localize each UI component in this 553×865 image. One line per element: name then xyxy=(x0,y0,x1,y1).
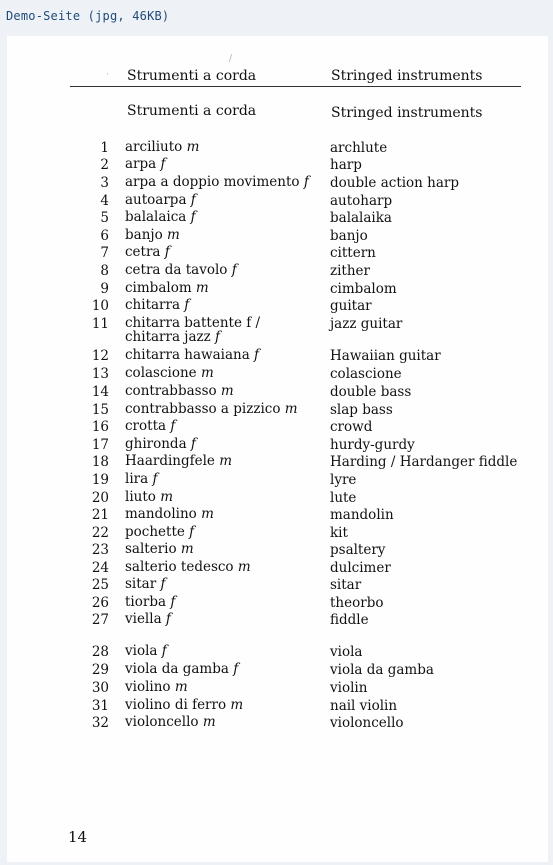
english-term: jazz guitar xyxy=(330,316,403,332)
italian-term xyxy=(125,316,315,344)
italian-term xyxy=(125,298,315,312)
glossary-row xyxy=(7,315,548,345)
gender-marker: f xyxy=(152,471,158,487)
subheader-english: Stringed instruments xyxy=(331,105,483,121)
english-term: cittern xyxy=(330,245,376,261)
italian-term xyxy=(125,384,315,398)
entry-number: 7 xyxy=(100,245,109,261)
glossary-row xyxy=(7,263,548,280)
entry-number: 8 xyxy=(100,263,109,279)
entry-number: 17 xyxy=(91,437,109,453)
glossary-row xyxy=(7,472,548,489)
header-rule xyxy=(70,86,521,87)
english-term: hurdy-gurdy xyxy=(330,437,415,453)
english-term: Harding / Hardanger fiddle xyxy=(330,454,518,470)
entry-number: 19 xyxy=(91,472,109,488)
italian-term-text: violino di ferro xyxy=(125,697,231,713)
italian-term-text: violino xyxy=(125,679,175,695)
glossary-row xyxy=(7,175,548,192)
gender-marker: m xyxy=(220,383,234,399)
italian-term xyxy=(125,507,315,521)
italian-term xyxy=(125,715,315,729)
italian-term xyxy=(125,210,315,224)
glossary-row xyxy=(7,698,548,715)
glossary-row xyxy=(7,140,548,157)
italian-term-text: arpa xyxy=(125,156,161,172)
italian-term-text: chitarra hawaiana xyxy=(125,347,255,363)
english-term: cimbalom xyxy=(330,281,397,297)
italian-term-text: salterio xyxy=(125,541,181,557)
italian-term xyxy=(125,525,315,539)
italian-term xyxy=(125,612,315,626)
entry-number: 14 xyxy=(91,384,109,400)
italian-term xyxy=(125,281,315,295)
glossary-row xyxy=(7,366,548,383)
italian-term-text: pochette xyxy=(125,524,190,540)
glossary-row xyxy=(7,525,548,542)
italian-term xyxy=(125,542,315,556)
entry-number: 20 xyxy=(91,490,109,506)
english-term: slap bass xyxy=(330,402,393,418)
english-term: violoncello xyxy=(330,715,404,731)
gender-marker: m xyxy=(219,453,233,469)
italian-term xyxy=(125,348,315,362)
entry-number: 24 xyxy=(91,560,109,576)
gender-marker: m xyxy=(200,365,214,381)
entry-number: 6 xyxy=(100,228,109,244)
gender-marker: m xyxy=(230,697,244,713)
english-term: dulcimer xyxy=(330,560,391,576)
subheader-italian: Strumenti a corda xyxy=(127,103,257,119)
entry-number: 2 xyxy=(100,157,109,173)
glossary-row xyxy=(7,577,548,594)
entry-number: 9 xyxy=(100,281,109,297)
gender-marker: m xyxy=(202,714,216,730)
italian-term-text: ghironda xyxy=(125,436,191,452)
italian-term xyxy=(125,366,315,380)
italian-term xyxy=(125,577,315,591)
english-term: lute xyxy=(330,490,357,506)
italian-term-text: viola xyxy=(125,643,162,659)
italian-term xyxy=(125,402,315,416)
italian-term-text: Haardingfele xyxy=(125,453,220,469)
entry-number: 30 xyxy=(91,680,109,696)
entry-number: 29 xyxy=(91,662,109,678)
italian-term xyxy=(125,245,315,259)
gender-marker: m xyxy=(195,280,209,296)
english-term: double bass xyxy=(330,384,412,400)
english-term: fiddle xyxy=(330,612,369,628)
glossary-row xyxy=(7,348,548,365)
gender-marker: f xyxy=(190,192,196,208)
page-number: 14 xyxy=(68,828,88,846)
entry-number: 10 xyxy=(91,298,109,314)
english-term: autoharp xyxy=(330,193,393,209)
italian-term-text: banjo xyxy=(125,227,167,243)
italian-term xyxy=(125,454,315,468)
english-term: banjo xyxy=(330,228,368,244)
gender-marker: f xyxy=(164,244,170,260)
english-term: mandolin xyxy=(330,507,394,523)
glossary-row xyxy=(7,542,548,559)
entry-number: 18 xyxy=(91,454,109,470)
gender-marker: m xyxy=(186,139,200,155)
italian-term xyxy=(125,698,315,712)
gender-marker: f xyxy=(184,297,190,313)
header-english: Stringed instruments xyxy=(331,68,483,84)
italian-term-text: colascione xyxy=(125,365,201,381)
gender-marker: f xyxy=(165,611,171,627)
gender-marker: f xyxy=(215,329,221,345)
scanned-page xyxy=(7,36,548,862)
english-term: harp xyxy=(330,157,362,173)
english-term: balalaika xyxy=(330,210,392,226)
italian-term xyxy=(125,472,315,486)
glossary-row xyxy=(7,281,548,298)
italian-term xyxy=(125,662,315,676)
english-term: archlute xyxy=(330,140,388,156)
glossary-row xyxy=(7,210,548,227)
italian-term xyxy=(125,437,315,451)
english-term: lyre xyxy=(330,472,357,488)
italian-term-text: viella xyxy=(125,611,166,627)
gender-marker: f xyxy=(170,418,176,434)
english-term: zither xyxy=(330,263,370,279)
italian-term xyxy=(125,419,315,433)
italian-term-text: cetra xyxy=(125,244,165,260)
glossary-row xyxy=(7,560,548,577)
italian-term-text: autoarpa xyxy=(125,192,191,208)
gender-marker: f xyxy=(161,643,167,659)
english-term: viola da gamba xyxy=(330,662,434,678)
english-term: guitar xyxy=(330,298,372,314)
glossary-row xyxy=(7,612,548,629)
entry-number: 5 xyxy=(100,210,109,226)
italian-term xyxy=(125,193,315,207)
entry-number: 31 xyxy=(91,698,109,714)
entry-number: 15 xyxy=(91,402,109,418)
italian-term xyxy=(125,644,315,658)
italian-term-text: liuto xyxy=(125,489,161,505)
italian-term-text: contrabbasso xyxy=(125,383,221,399)
glossary-row xyxy=(7,193,548,210)
italian-term xyxy=(125,680,315,694)
glossary-row xyxy=(7,419,548,436)
scan-mark: · xyxy=(106,70,109,80)
entry-number: 28 xyxy=(91,644,109,660)
english-term: Hawaiian guitar xyxy=(330,348,441,364)
italian-term-text: balalaica xyxy=(125,209,191,225)
italian-term xyxy=(125,560,315,574)
entry-number: 4 xyxy=(100,193,109,209)
entry-number: 26 xyxy=(91,595,109,611)
italian-term-text: arpa a doppio movimento xyxy=(125,174,304,190)
glossary-row xyxy=(7,245,548,262)
italian-term-text: sitar xyxy=(125,576,161,592)
english-term: crowd xyxy=(330,419,373,435)
gender-marker: m xyxy=(167,227,180,243)
glossary-row xyxy=(7,680,548,697)
glossary-row xyxy=(7,384,548,401)
entry-number: 27 xyxy=(91,612,109,628)
italian-term-text: tiorba xyxy=(125,594,171,610)
glossary-row xyxy=(7,437,548,454)
italian-term-text: cetra da tavolo xyxy=(125,262,232,278)
entry-number: 1 xyxy=(100,140,109,156)
glossary-row xyxy=(7,228,548,245)
english-term: psaltery xyxy=(330,542,386,558)
glossary-row xyxy=(7,507,548,524)
entry-number: 13 xyxy=(91,366,109,382)
english-term: sitar xyxy=(330,577,362,593)
gender-marker: m xyxy=(160,489,173,505)
glossary-row xyxy=(7,454,548,471)
italian-term-text: cimbalom xyxy=(125,280,196,296)
italian-term xyxy=(125,175,315,189)
italian-term xyxy=(125,595,315,609)
gender-marker: m xyxy=(237,559,251,575)
english-term: double action harp xyxy=(330,175,460,191)
gender-marker: f xyxy=(190,436,196,452)
italian-term-text: lira xyxy=(125,471,153,487)
italian-term-text: contrabbasso a pizzico xyxy=(125,401,285,417)
glossary-row xyxy=(7,402,548,419)
glossary-row xyxy=(7,595,548,612)
gender-marker: f xyxy=(189,524,195,540)
glossary-row xyxy=(7,298,548,315)
english-term: theorbo xyxy=(330,595,384,611)
scan-mark: / xyxy=(229,54,233,64)
entry-number: 12 xyxy=(91,348,109,364)
gender-marker: f xyxy=(190,209,196,225)
gender-marker: m xyxy=(201,506,214,522)
italian-term xyxy=(125,228,315,242)
gender-marker: f xyxy=(231,262,237,278)
glossary-row xyxy=(7,490,548,507)
gender-marker: f xyxy=(160,156,166,172)
english-term: kit xyxy=(330,525,348,541)
header-italian: Strumenti a corda xyxy=(127,68,257,84)
gender-marker: f xyxy=(303,174,309,190)
italian-term xyxy=(125,157,315,171)
italian-term-text: salterio tedesco xyxy=(125,559,238,575)
image-caption: Demo-Seite (jpg, 46KB) xyxy=(6,9,170,23)
italian-term-text: chitarra battente f / chitarra jazz xyxy=(125,315,261,345)
italian-term-text: crotta xyxy=(125,418,171,434)
entry-number: 21 xyxy=(91,507,109,523)
glossary-row xyxy=(7,715,548,732)
italian-term-text: viola da gamba xyxy=(125,661,234,677)
entry-number: 25 xyxy=(91,577,109,593)
gender-marker: f xyxy=(254,347,260,363)
entry-number: 3 xyxy=(100,175,109,191)
entry-number: 22 xyxy=(91,525,109,541)
glossary-row xyxy=(7,644,548,661)
glossary-row xyxy=(7,662,548,679)
entry-number: 11 xyxy=(91,316,109,332)
gender-marker: m xyxy=(180,541,194,557)
italian-term-text: mandolino xyxy=(125,506,202,522)
gender-marker: f xyxy=(170,594,176,610)
gender-marker: f xyxy=(160,576,166,592)
english-term: nail violin xyxy=(330,698,398,714)
italian-term xyxy=(125,490,315,504)
english-term: violin xyxy=(330,680,368,696)
italian-term xyxy=(125,140,315,154)
gender-marker: m xyxy=(174,679,188,695)
glossary-row xyxy=(7,157,548,174)
english-term: colascione xyxy=(330,366,402,382)
english-term: viola xyxy=(330,644,363,660)
italian-term xyxy=(125,263,315,277)
italian-term-text: arciliuto xyxy=(125,139,187,155)
entry-number: 23 xyxy=(91,542,109,558)
gender-marker: f xyxy=(233,661,239,677)
italian-term-text: violoncello xyxy=(125,714,203,730)
entry-number: 32 xyxy=(91,715,109,731)
italian-term-text: chitarra xyxy=(125,297,185,313)
gender-marker: m xyxy=(284,401,298,417)
entry-number: 16 xyxy=(91,419,109,435)
